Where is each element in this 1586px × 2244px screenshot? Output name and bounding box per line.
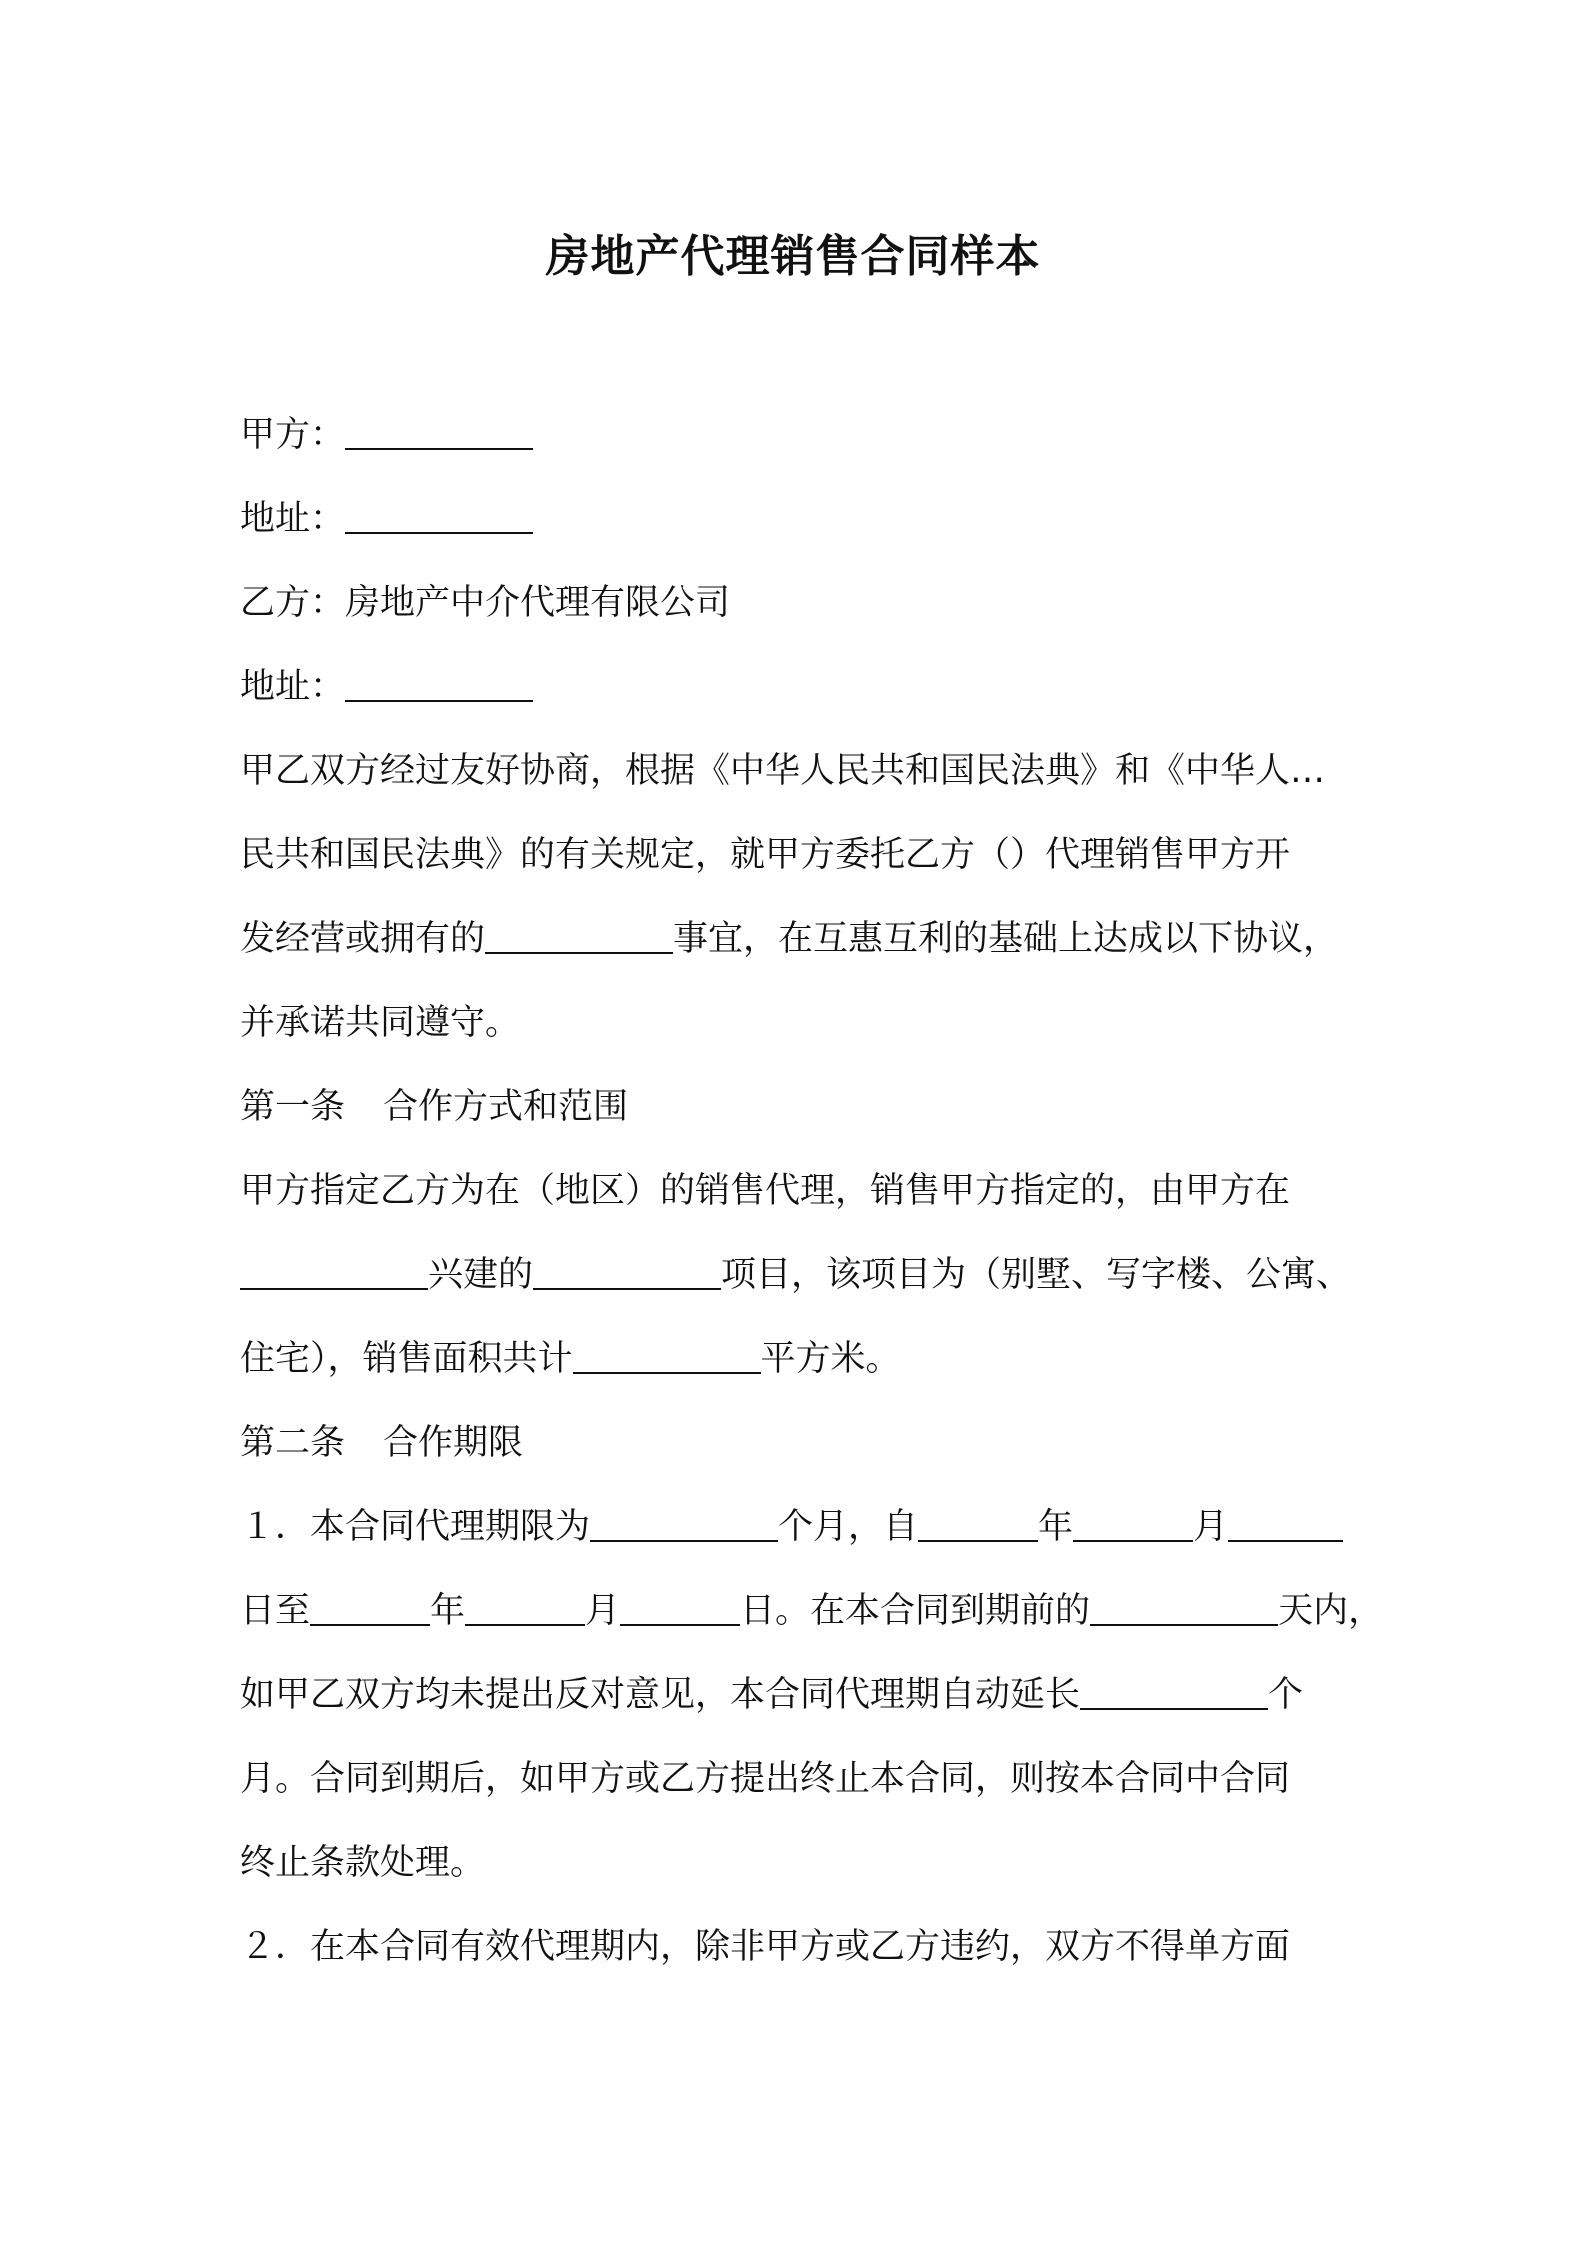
end-month-blank[interactable]: [465, 1586, 585, 1626]
party-b-address-label: 地址：: [240, 667, 346, 707]
party-b-line: [240, 578, 1360, 628]
article-1-number: 第一条: [240, 1087, 346, 1127]
party-a-label: 甲方：: [240, 415, 346, 455]
article-2-line-4: [240, 1754, 1360, 1804]
article-2-text-2c: 月: [585, 1591, 621, 1631]
matter-blank[interactable]: [485, 914, 673, 954]
preamble-line-4: [240, 998, 1360, 1048]
article-1-text-2a: 兴建的: [428, 1255, 534, 1295]
article-2-title: 合作期限: [383, 1423, 524, 1463]
preamble-text-3a: 发经营或拥有的: [240, 919, 486, 959]
party-a-address-label: 地址：: [240, 499, 346, 539]
start-month-blank[interactable]: [1073, 1502, 1193, 1542]
preamble-text-3b: 事宜，在互惠互利的基础上达成以下协议，: [673, 919, 1339, 959]
preamble-text-2: 民共和国民法典》的有关规定，就甲方委托乙方（）代理销售甲方开: [240, 835, 1291, 875]
article-2-text-2e: 天内，: [1278, 1591, 1384, 1631]
article-2-text-2d: 日。在本合同到期前的: [740, 1591, 1091, 1631]
article-2-text-2a: 日至: [240, 1591, 311, 1631]
notice-days-blank[interactable]: [1090, 1586, 1278, 1626]
article-2-text-3b: 个: [1268, 1675, 1304, 1715]
article-1-text-2b: 项目，该项目为（别墅、写字楼、公寓、: [721, 1255, 1352, 1295]
area-blank[interactable]: [573, 1334, 761, 1374]
article-2-text-6: ２．在本合同有效代理期内，除非甲方或乙方违约，双方不得单方面: [240, 1927, 1291, 1967]
party-a-address-blank[interactable]: [345, 494, 533, 534]
article-2-text-1b: 个月，自: [778, 1507, 919, 1547]
extension-months-blank[interactable]: [1080, 1670, 1268, 1710]
article-2-text-1d: 月: [1193, 1507, 1229, 1547]
article-2-text-1a: １．本合同代理期限为: [240, 1507, 591, 1547]
project-blank[interactable]: [533, 1250, 721, 1290]
article-2-line-3: [240, 1670, 1360, 1720]
preamble-line-2: [240, 830, 1360, 880]
article-1-text-1: 甲方指定乙方为在（地区）的销售代理，销售甲方指定的，由甲方在: [240, 1171, 1291, 1211]
article-1-title: 合作方式和范围: [383, 1087, 629, 1127]
start-day-blank[interactable]: [1228, 1502, 1343, 1542]
party-a-blank[interactable]: [345, 410, 533, 450]
article-1-line-1: [240, 1166, 1360, 1216]
document-title: 房地产代理销售合同样本: [545, 231, 1041, 282]
party-b-address-blank[interactable]: [345, 662, 533, 702]
term-months-blank[interactable]: [590, 1502, 778, 1542]
article-2-text-1c: 年: [1038, 1507, 1074, 1547]
article-2-line-1: [240, 1502, 1360, 1552]
article-2-text-5: 终止条款处理。: [240, 1843, 486, 1883]
preamble-text-1: 甲乙双方经过友好协商，根据《中华人民共和国民法典》和《中华人…: [240, 751, 1326, 791]
end-year-blank[interactable]: [310, 1586, 430, 1626]
article-2-text-2b: 年: [430, 1591, 466, 1631]
party-a-line: [240, 410, 1360, 460]
article-2-line-5: [240, 1838, 1360, 1888]
party-b-text: 乙方：房地产中介代理有限公司: [240, 583, 731, 623]
start-year-blank[interactable]: [918, 1502, 1038, 1542]
preamble-line-1: [240, 746, 1360, 796]
article-1-line-2: [240, 1250, 1360, 1300]
article-2-text-3a: 如甲乙双方均未提出反对意见，本合同代理期自动延长: [240, 1675, 1081, 1715]
end-day-blank[interactable]: [620, 1586, 740, 1626]
preamble-line-3: [240, 914, 1360, 964]
article-2-number: 第二条: [240, 1423, 346, 1463]
article-2-heading: [240, 1418, 1360, 1468]
article-1-text-3b: 平方米。: [760, 1339, 901, 1379]
article-1-text-3a: 住宅），销售面积共计: [240, 1339, 573, 1379]
article-1-line-3: [240, 1334, 1360, 1384]
location-blank[interactable]: [240, 1250, 428, 1290]
article-2-text-4: 月。合同到期后，如甲方或乙方提出终止本合同，则按本合同中合同: [240, 1759, 1291, 1799]
article-1-heading: [240, 1082, 1360, 1132]
party-a-address-line: [240, 494, 1360, 544]
preamble-text-4: 并承诺共同遵守。: [240, 1003, 521, 1043]
article-2-line-6: [240, 1922, 1360, 1972]
party-b-address-line: [240, 662, 1360, 712]
article-2-line-2: [240, 1586, 1384, 1636]
